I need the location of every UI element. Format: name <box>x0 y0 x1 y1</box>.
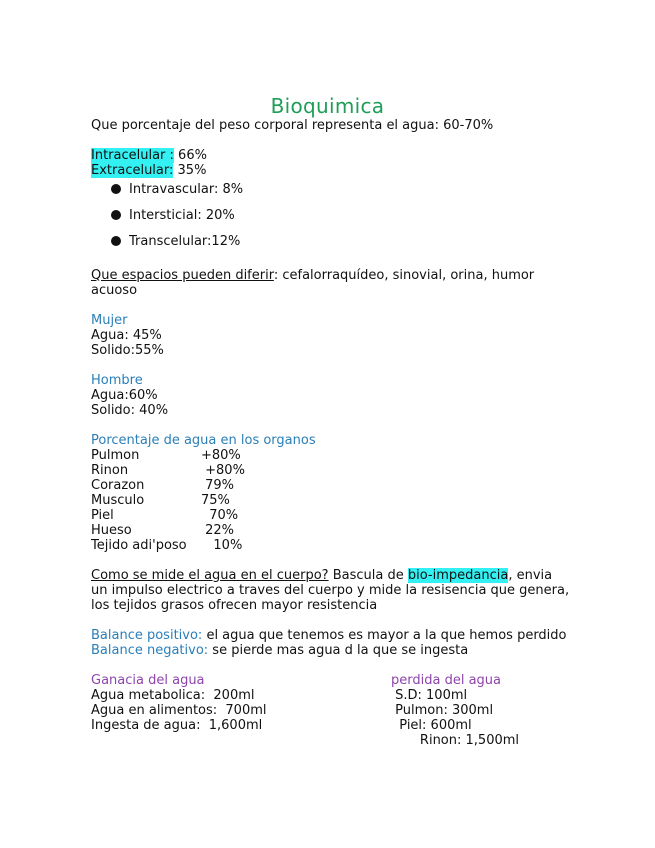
list-item: Pulmon: 300ml <box>391 703 494 718</box>
ganancia-column <box>91 673 391 748</box>
perdida-heading: perdida del agua <box>391 673 501 688</box>
intracelular-label: Intracelular : <box>91 148 174 163</box>
organos-heading: Porcentaje de agua en los organos <box>91 433 316 448</box>
intracelular-line <box>91 148 571 163</box>
table-row: Tejido adi'poso 10% <box>91 538 243 553</box>
ganancia-heading: Ganacia del agua <box>91 673 205 688</box>
table-row: Musculo 75% <box>91 493 230 508</box>
list-item: Ingesta de agua: 1,600ml <box>91 718 263 733</box>
hombre-solido: Solido: 40% <box>91 403 169 418</box>
espacios-line-2: acuoso <box>91 283 138 298</box>
table-row: Hueso 22% <box>91 523 235 538</box>
table-row: Pulmon +80% <box>91 448 241 463</box>
list-item: Agua metabolica: 200ml <box>91 688 255 703</box>
document-page <box>91 94 571 748</box>
list-item: Intersticial: 20% <box>111 208 571 234</box>
perdida-column <box>391 673 519 748</box>
bullet-icon <box>111 184 121 194</box>
mide-line-3: los tejidos grasos ofrecen mayor resistencia <box>91 598 378 613</box>
list-item: Agua en alimentos: 700ml <box>91 703 267 718</box>
table-row: Corazon 79% <box>91 478 235 493</box>
list-item: Rinon: 1,500ml <box>391 733 520 748</box>
organos-table <box>91 448 571 553</box>
mide-line-2: un impulso electrico a traves del cuerpo y mide la resisencia que genera, <box>91 583 570 598</box>
table-row: Piel 70% <box>91 508 239 523</box>
hombre-agua: Agua:60% <box>91 388 158 403</box>
bullet-icon <box>111 236 121 246</box>
espacios-label: Que espacios pueden diferir <box>91 268 274 283</box>
intro-text: Que porcentaje del peso corporal representa el agua: 60-70% <box>91 118 494 133</box>
extracelular-list <box>91 182 571 260</box>
extracelular-line <box>91 163 571 178</box>
mujer-agua: Agua: 45% <box>91 328 162 343</box>
list-item: Piel: 600ml <box>391 718 472 733</box>
espacios-line: Que espacios pueden diferir: cefalorraquídeo, sinovial, orina, humor <box>91 268 535 283</box>
bullet-icon <box>111 210 121 220</box>
hombre-heading: Hombre <box>91 373 143 388</box>
extracelular-label: Extracelular: <box>91 163 174 178</box>
balance-negativo: Balance negativo: se pierde mas agua d la que se ingesta <box>91 643 469 658</box>
mide-line: Como se mide el agua en el cuerpo? Bascula de bio-impedancia, envia <box>91 568 553 583</box>
balance-positivo: Balance positivo: el agua que tenemos es mayor a la que hemos perdido <box>91 628 567 643</box>
intracelular-value: 66% <box>173 148 207 163</box>
list-item: Transcelular:12% <box>111 234 571 260</box>
table-row: Rinon +80% <box>91 463 245 478</box>
extracelular-value: 35% <box>173 163 207 178</box>
mujer-heading: Mujer <box>91 313 128 328</box>
balance-columns <box>91 673 571 748</box>
list-item: Intravascular: 8% <box>111 182 571 208</box>
mide-question: Como se mide el agua en el cuerpo? <box>91 568 329 583</box>
page-title: Bioquimica <box>270 94 385 118</box>
list-item: S.D: 100ml <box>391 688 468 703</box>
mujer-solido: Solido:55% <box>91 343 164 358</box>
bio-impedancia-highlight: bio-impedancia <box>407 568 509 583</box>
